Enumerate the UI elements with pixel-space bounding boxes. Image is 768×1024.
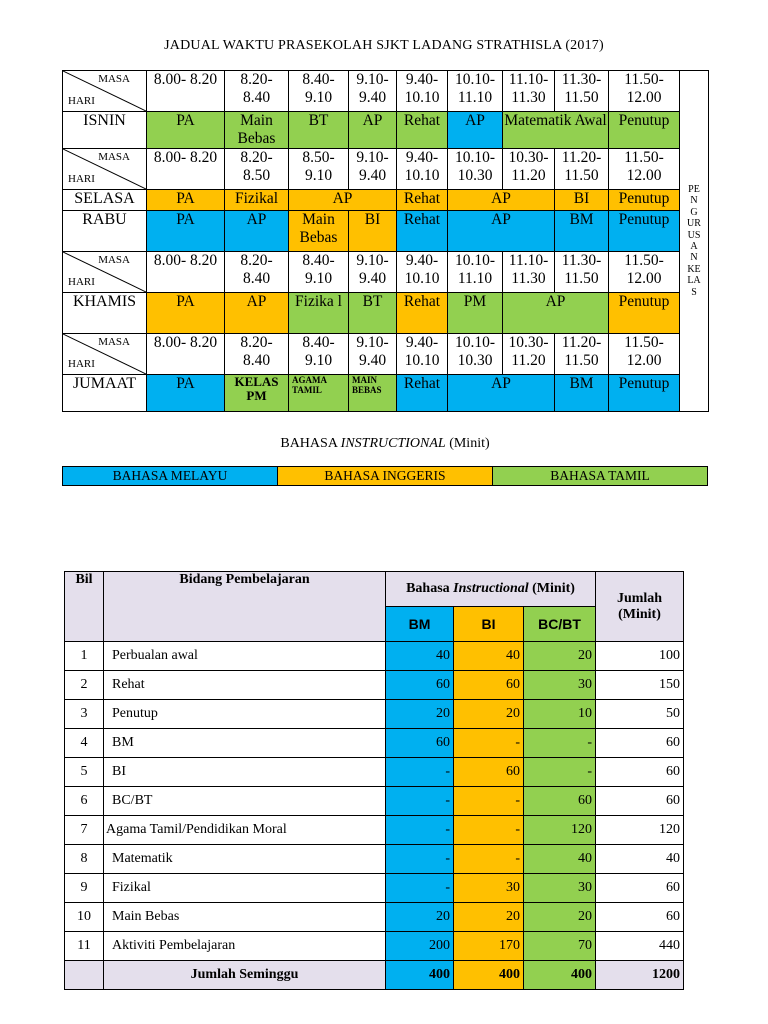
row-jumlah: 60 [596, 729, 684, 758]
table-row [65, 729, 684, 758]
subject-cell: PA [147, 293, 225, 334]
header-bcbt: BC/BT [524, 607, 596, 642]
time-slot: 9.40- 10.10 [397, 149, 448, 190]
subject-cell: BI [555, 190, 609, 211]
row-bi: - [454, 845, 524, 874]
subject-cell: Fizikal [225, 190, 289, 211]
day-label: SELASA [63, 190, 147, 211]
header-bahasa: Bahasa Instructional (Minit) [386, 572, 596, 607]
row-jumlah: 440 [596, 932, 684, 961]
side-label-cell [680, 71, 709, 412]
time-slot: 11.50- 12.00 [609, 149, 680, 190]
day-label: JUMAAT [63, 375, 147, 412]
subject-cell: Rehat [397, 190, 448, 211]
header-bi: BI [454, 607, 524, 642]
total-row [65, 961, 684, 990]
time-slot: 9.10- 9.40 [349, 252, 397, 293]
subject-cell: Matematik Awal [503, 112, 609, 149]
table-row [65, 932, 684, 961]
row-bidang: Agama Tamil/Pendidikan Moral [104, 816, 386, 845]
time-slot: 11.30- 11.50 [555, 71, 609, 112]
time-slot: 11.30- 11.50 [555, 252, 609, 293]
hari-label: HARI [68, 95, 95, 107]
time-slot: 10.30- 11.20 [503, 149, 555, 190]
subject-cell: AP [448, 190, 555, 211]
subject-cell: Penutup [609, 211, 680, 252]
row-bm: 40 [386, 642, 454, 671]
row-bi: 40 [454, 642, 524, 671]
row-bidang: BM [104, 729, 386, 758]
time-slot: 8.00- 8.20 [147, 252, 225, 293]
row-bt: - [524, 758, 596, 787]
table-row [65, 671, 684, 700]
subject-cell: AP [349, 112, 397, 149]
subject-cell: Penutup [609, 375, 680, 412]
row-bt: 20 [524, 903, 596, 932]
time-slot: 8.40- 9.10 [289, 252, 349, 293]
subject-cell: Main Bebas [225, 112, 289, 149]
timetable [62, 70, 709, 412]
time-slot: 8.20- 8.40 [225, 71, 289, 112]
subject-cell: PA [147, 190, 225, 211]
row-bt: 20 [524, 642, 596, 671]
row-bt: 40 [524, 845, 596, 874]
time-slot: 8.00- 8.20 [147, 71, 225, 112]
row-jumlah: 150 [596, 671, 684, 700]
time-slot: 10.10- 11.10 [448, 252, 503, 293]
table-row [65, 787, 684, 816]
row-jumlah: 60 [596, 758, 684, 787]
total-label: Jumlah Seminggu [104, 961, 386, 990]
table-row [65, 903, 684, 932]
masa-label: MASA [98, 254, 130, 266]
corner-cell [63, 334, 147, 375]
row-bm: 20 [386, 700, 454, 729]
row-bi: 20 [454, 903, 524, 932]
row-bidang: Matematik [104, 845, 386, 874]
masa-label: MASA [98, 73, 130, 85]
row-bm: - [386, 816, 454, 845]
time-slot: 8.00- 8.20 [147, 334, 225, 375]
row-bt: 60 [524, 787, 596, 816]
header-bil: Bil [65, 572, 104, 642]
table-row [65, 642, 684, 671]
time-slot: 10.10- 10.30 [448, 149, 503, 190]
subject-cell: Rehat [397, 211, 448, 252]
subject-cell: AP [448, 211, 555, 252]
table-row [65, 700, 684, 729]
legend-bt: BAHASA TAMIL [493, 467, 708, 486]
legend-caption: BAHASA INSTRUCTIONAL (Minit) [280, 436, 490, 451]
time-slot: 9.10- 9.40 [349, 334, 397, 375]
subject-cell: Rehat [397, 375, 448, 412]
time-slot: 9.40- 10.10 [397, 334, 448, 375]
time-slot: 9.40- 10.10 [397, 252, 448, 293]
subject-cell: BM [555, 211, 609, 252]
row-bi: 170 [454, 932, 524, 961]
hari-label: HARI [68, 173, 95, 185]
row-bidang: Aktiviti Pembelajaran [104, 932, 386, 961]
subject-cell: MAIN BEBAS [349, 375, 397, 412]
row-bidang: BI [104, 758, 386, 787]
row-bil: 8 [65, 845, 104, 874]
total-jumlah: 1200 [596, 961, 684, 990]
time-slot: 10.10- 10.30 [448, 334, 503, 375]
row-bm: - [386, 845, 454, 874]
row-bil: 6 [65, 787, 104, 816]
corner-cell [63, 71, 147, 112]
subject-cell: BT [349, 293, 397, 334]
subject-cell: BI [349, 211, 397, 252]
time-slot: 8.50- 9.10 [289, 149, 349, 190]
masa-label: MASA [98, 151, 130, 163]
row-jumlah: 60 [596, 787, 684, 816]
hari-label: HARI [68, 276, 95, 288]
time-slot: 9.10- 9.40 [349, 71, 397, 112]
subject-cell: Penutup [609, 190, 680, 211]
time-slot: 11.50- 12.00 [609, 334, 680, 375]
table-row [65, 845, 684, 874]
subject-cell: Rehat [397, 112, 448, 149]
row-bi: 60 [454, 758, 524, 787]
subject-cell: PM [448, 293, 503, 334]
time-slot: 8.40- 9.10 [289, 71, 349, 112]
row-bil: 9 [65, 874, 104, 903]
legend-bm: BAHASA MELAYU [63, 467, 278, 486]
row-bm: 60 [386, 671, 454, 700]
row-jumlah: 120 [596, 816, 684, 845]
row-jumlah: 50 [596, 700, 684, 729]
row-bidang: Penutup [104, 700, 386, 729]
table-row [65, 816, 684, 845]
row-jumlah: 60 [596, 874, 684, 903]
day-label: KHAMIS [63, 293, 147, 334]
row-bm: - [386, 874, 454, 903]
row-jumlah: 100 [596, 642, 684, 671]
table-row [65, 758, 684, 787]
time-slot: 8.40- 9.10 [289, 334, 349, 375]
row-bt: 10 [524, 700, 596, 729]
hari-label: HARI [68, 358, 95, 370]
row-bi: - [454, 787, 524, 816]
time-slot: 9.10- 9.40 [349, 149, 397, 190]
row-bi: - [454, 729, 524, 758]
page-title: JADUAL WAKTU PRASEKOLAH SJKT LADANG STRATHISLA (2017) [164, 38, 604, 53]
time-slot: 10.30- 11.20 [503, 334, 555, 375]
time-slot: 9.40- 10.10 [397, 71, 448, 112]
time-slot: 11.20- 11.50 [555, 149, 609, 190]
row-jumlah: 60 [596, 903, 684, 932]
subject-cell: PA [147, 112, 225, 149]
header-jumlah: Jumlah (Minit) [596, 572, 684, 642]
time-slot: 11.10- 11.30 [503, 252, 555, 293]
row-bm: 200 [386, 932, 454, 961]
row-bil: 7 [65, 816, 104, 845]
row-bil: 10 [65, 903, 104, 932]
subject-cell: AP [448, 375, 555, 412]
subject-cell: Rehat [397, 293, 448, 334]
corner-cell [63, 149, 147, 190]
row-bil: 4 [65, 729, 104, 758]
day-label: RABU [63, 211, 147, 252]
time-slot: 8.00- 8.20 [147, 149, 225, 190]
subject-cell: Fizika l [289, 293, 349, 334]
total-bi: 400 [454, 961, 524, 990]
row-bt: 30 [524, 874, 596, 903]
total-bm: 400 [386, 961, 454, 990]
row-bil: 3 [65, 700, 104, 729]
row-bidang: Main Bebas [104, 903, 386, 932]
row-bm: - [386, 787, 454, 816]
row-bi: 60 [454, 671, 524, 700]
row-bil: 2 [65, 671, 104, 700]
row-bm: - [386, 758, 454, 787]
total-bt: 400 [524, 961, 596, 990]
summary-table [64, 571, 684, 990]
row-bm: 60 [386, 729, 454, 758]
side-label: PENGURUSAN KELAS [687, 183, 701, 298]
row-bm: 20 [386, 903, 454, 932]
subject-cell: Main Bebas [289, 211, 349, 252]
row-bidang: Rehat [104, 671, 386, 700]
time-slot: 11.20- 11.50 [555, 334, 609, 375]
row-bidang: Fizikal [104, 874, 386, 903]
row-bi: 20 [454, 700, 524, 729]
subject-cell: PA [147, 375, 225, 412]
row-bil: 11 [65, 932, 104, 961]
corner-cell [63, 252, 147, 293]
subject-cell: BM [555, 375, 609, 412]
row-bt: 30 [524, 671, 596, 700]
time-slot: 10.10- 11.10 [448, 71, 503, 112]
subject-cell: AP [289, 190, 397, 211]
subject-cell: AP [503, 293, 609, 334]
row-bi: 30 [454, 874, 524, 903]
row-bt: 120 [524, 816, 596, 845]
subject-cell: Penutup [609, 112, 680, 149]
subject-cell: AGAMA TAMIL [289, 375, 349, 412]
time-slot: 11.50- 12.00 [609, 252, 680, 293]
subject-cell: AP [225, 211, 289, 252]
header-bidang: Bidang Pembelajaran [104, 572, 386, 642]
time-slot: 8.20- 8.50 [225, 149, 289, 190]
header-bm: BM [386, 607, 454, 642]
row-bi: - [454, 816, 524, 845]
legend-bi: BAHASA INGGERIS [278, 467, 493, 486]
time-slot: 8.20- 8.40 [225, 334, 289, 375]
time-slot: 8.20- 8.40 [225, 252, 289, 293]
row-bt: 70 [524, 932, 596, 961]
row-bil: 1 [65, 642, 104, 671]
row-bil: 5 [65, 758, 104, 787]
subject-cell: AP [225, 293, 289, 334]
day-label: ISNIN [63, 112, 147, 149]
subject-cell: PA [147, 211, 225, 252]
subject-cell: BT [289, 112, 349, 149]
language-legend [62, 466, 708, 486]
row-bidang: BC/BT [104, 787, 386, 816]
row-jumlah: 40 [596, 845, 684, 874]
time-slot: 11.10- 11.30 [503, 71, 555, 112]
table-row [65, 874, 684, 903]
row-bidang: Perbualan awal [104, 642, 386, 671]
masa-label: MASA [98, 336, 130, 348]
row-bt: - [524, 729, 596, 758]
subject-cell: Penutup [609, 293, 680, 334]
subject-cell: KELAS PM [225, 375, 289, 412]
subject-cell: AP [448, 112, 503, 149]
time-slot: 11.50- 12.00 [609, 71, 680, 112]
